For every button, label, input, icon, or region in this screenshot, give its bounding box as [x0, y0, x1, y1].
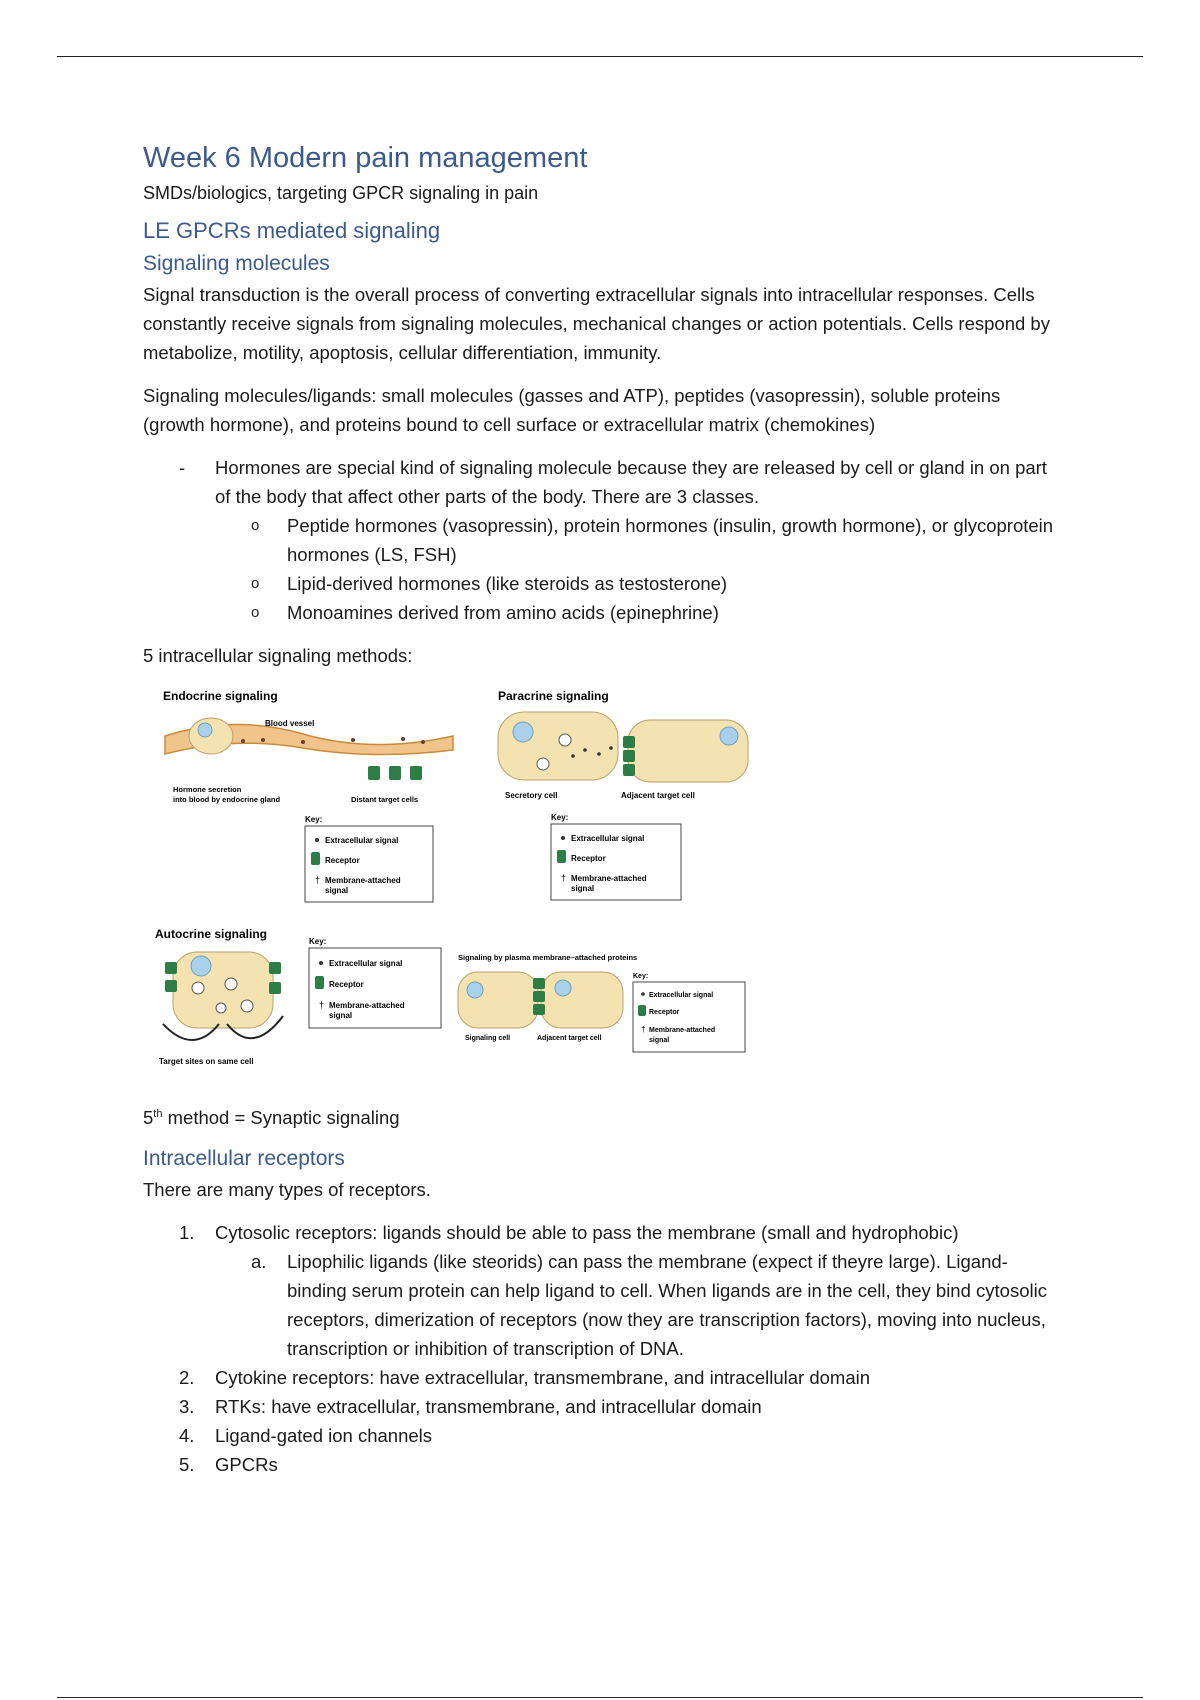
receptor-types-list	[143, 1218, 1063, 1479]
list-item	[215, 453, 1063, 627]
footer-rule	[57, 1697, 1143, 1698]
nucleus-shape	[198, 723, 212, 737]
adjacent-target-label: Adjacent target cell	[621, 791, 695, 801]
signaling-diagram	[153, 684, 813, 1094]
key-receptor: Receptor	[325, 856, 360, 866]
secretory-cell	[498, 712, 618, 780]
list-item: o Peptide hormones (vasopressin), protein hormones (insulin, growth hormone), or glycoprotein hormones (LS, FSH)	[287, 511, 1063, 569]
page-title: Week 6 Modern pain management	[143, 142, 588, 174]
list-item: a. Lipophilic ligands (like steorids) can pass the membrane (expect if theyre large). Ligand-binding serum protein can help ligand to cell. When ligands are in the cell, they bind cytosolic receptors, dimerization of receptors (now they are transcription factors), moving into nucleus, transcription or inhibition of transcription of DNA.	[251, 1250, 1047, 1359]
list-item: o Lipid-derived hormones (like steroids as testosterone)	[287, 569, 1063, 598]
paragraph-ligands: Signaling molecules/ligands: small molecules (gasses and ATP), peptides (vasopressin), soluble proteins (growth hormone), and proteins bound to cell surface or extracellular matrix (chemokines)	[143, 385, 1001, 436]
key-membrane: Membrane-attached	[649, 1027, 716, 1035]
autocrine-title: Autocrine signaling	[155, 927, 268, 942]
target-sites-label: Target sites on same cell	[159, 1057, 254, 1067]
nucleus-shape	[555, 980, 571, 996]
nucleus-shape	[467, 982, 483, 998]
paracrine-title: Paracrine signaling	[498, 689, 609, 704]
key-receptor: Receptor	[649, 1009, 680, 1017]
key-membrane: Membrane-attached	[329, 1001, 405, 1011]
page-subtitle: SMDs/biologics, targeting GPCR signaling in pain	[143, 183, 539, 204]
nucleus-shape	[720, 727, 738, 745]
fifth-method: 5th method = Synaptic signaling	[143, 1107, 400, 1129]
subsection-heading-intracellular-receptors: Intracellular receptors	[143, 1146, 345, 1170]
key-membrane-2: signal	[325, 886, 349, 896]
hormones-text: Hormones are special kind of signaling molecule because they are released by cell or gland in on part of the body that affect other parts of the body. There are 3 classes.	[215, 457, 1047, 508]
list-item: 4. Ligand-gated ion channels	[179, 1424, 433, 1446]
endocrine-gland-cell	[189, 718, 233, 754]
distant-target-label: Distant target cells	[351, 795, 419, 805]
receptor-shape	[368, 766, 380, 780]
key-membrane-2: signal	[649, 1037, 670, 1045]
subsection-heading-signaling-molecules: Signaling molecules	[143, 252, 330, 276]
key-receptor: Receptor	[571, 854, 606, 864]
list-item: 2. Cytokine receptors: have extracellular, transmembrane, and intracellular domain	[179, 1366, 871, 1388]
membrane-signal-glyph: †	[561, 873, 567, 884]
list-item: 1. Cytosolic receptors: ligands should be able to pass the membrane (small and hydrophobic) a. Lipophilic ligands (like steorids) can pass the membrane (expect if theyre large). Ligand-binding serum protein can help ligand to cell. When ligands are in the cell, they bind cytosolic receptors, dimerization of receptors (now they are transcription factors), moving into nucleus, transcription or inhibition of transcription of DNA.	[215, 1218, 1063, 1363]
nucleus-shape	[513, 722, 533, 742]
key-label: Key:	[309, 937, 327, 947]
nucleus-shape	[191, 956, 211, 976]
key-label: Key:	[633, 973, 649, 981]
autocrine-cell	[173, 952, 273, 1028]
receptor-shape	[389, 766, 401, 780]
secretory-cell-label: Secretory cell	[505, 791, 558, 801]
paragraph-signal-transduction: Signal transduction is the overall process of converting extracellular signals into intracellular responses. Cells constantly receive signals from signaling molecules, mechanical changes or action potentials. Cells respond by metabolize, motility, apoptosis, cellular differentiation, immunity.	[143, 284, 1050, 364]
blood-vessel-label: Blood vessel	[265, 719, 315, 729]
membrane-signal-glyph: †	[315, 875, 321, 886]
adjacent-target-label-2: Adjacent target cell	[537, 1035, 602, 1043]
hormone-secretion-label-2: into blood by endocrine gland	[173, 795, 281, 805]
key-extracellular: Extracellular signal	[649, 992, 714, 1000]
key-extracellular: Extracellular signal	[329, 959, 403, 969]
hormone-classes-list	[215, 511, 1063, 627]
signaling-methods-figure	[153, 684, 813, 1094]
hormone-secretion-label: Hormone secretion	[173, 785, 242, 795]
receptor-shape	[410, 766, 422, 780]
hormones-list	[143, 453, 1063, 627]
cytosolic-sub-list	[215, 1247, 1063, 1363]
methods-intro: 5 intracellular signaling methods:	[143, 645, 413, 667]
receptors-intro: There are many types of receptors.	[143, 1178, 431, 1200]
membrane-signal-glyph: †	[319, 1000, 325, 1011]
section-heading-gpcr: LE GPCRs mediated signaling	[143, 218, 441, 244]
key-membrane: Membrane-attached	[571, 874, 647, 884]
signaling-cell	[458, 972, 538, 1028]
key-label: Key:	[551, 813, 569, 823]
key-membrane-2: signal	[571, 884, 595, 894]
adjacent-target-cell	[541, 972, 623, 1028]
list-item: o Monoamines derived from amino acids (epinephrine)	[287, 598, 1063, 627]
key-label: Key:	[305, 815, 323, 825]
key-extracellular: Extracellular signal	[325, 836, 399, 846]
key-membrane-2: signal	[329, 1011, 353, 1021]
key-extracellular: Extracellular signal	[571, 834, 645, 844]
list-item: 5. GPCRs	[179, 1453, 278, 1475]
header-rule	[57, 56, 1143, 57]
list-item: 3. RTKs: have extracellular, transmembrane, and intracellular domain	[179, 1395, 762, 1417]
signaling-cell-label: Signaling cell	[465, 1035, 511, 1043]
endocrine-title: Endocrine signaling	[163, 689, 278, 704]
key-receptor: Receptor	[329, 980, 364, 990]
key-membrane: Membrane-attached	[325, 876, 401, 886]
membrane-attached-title: Signaling by plasma membrane–attached proteins	[458, 953, 638, 963]
membrane-signal-glyph: †	[641, 1025, 646, 1035]
document-page	[143, 142, 1063, 1479]
